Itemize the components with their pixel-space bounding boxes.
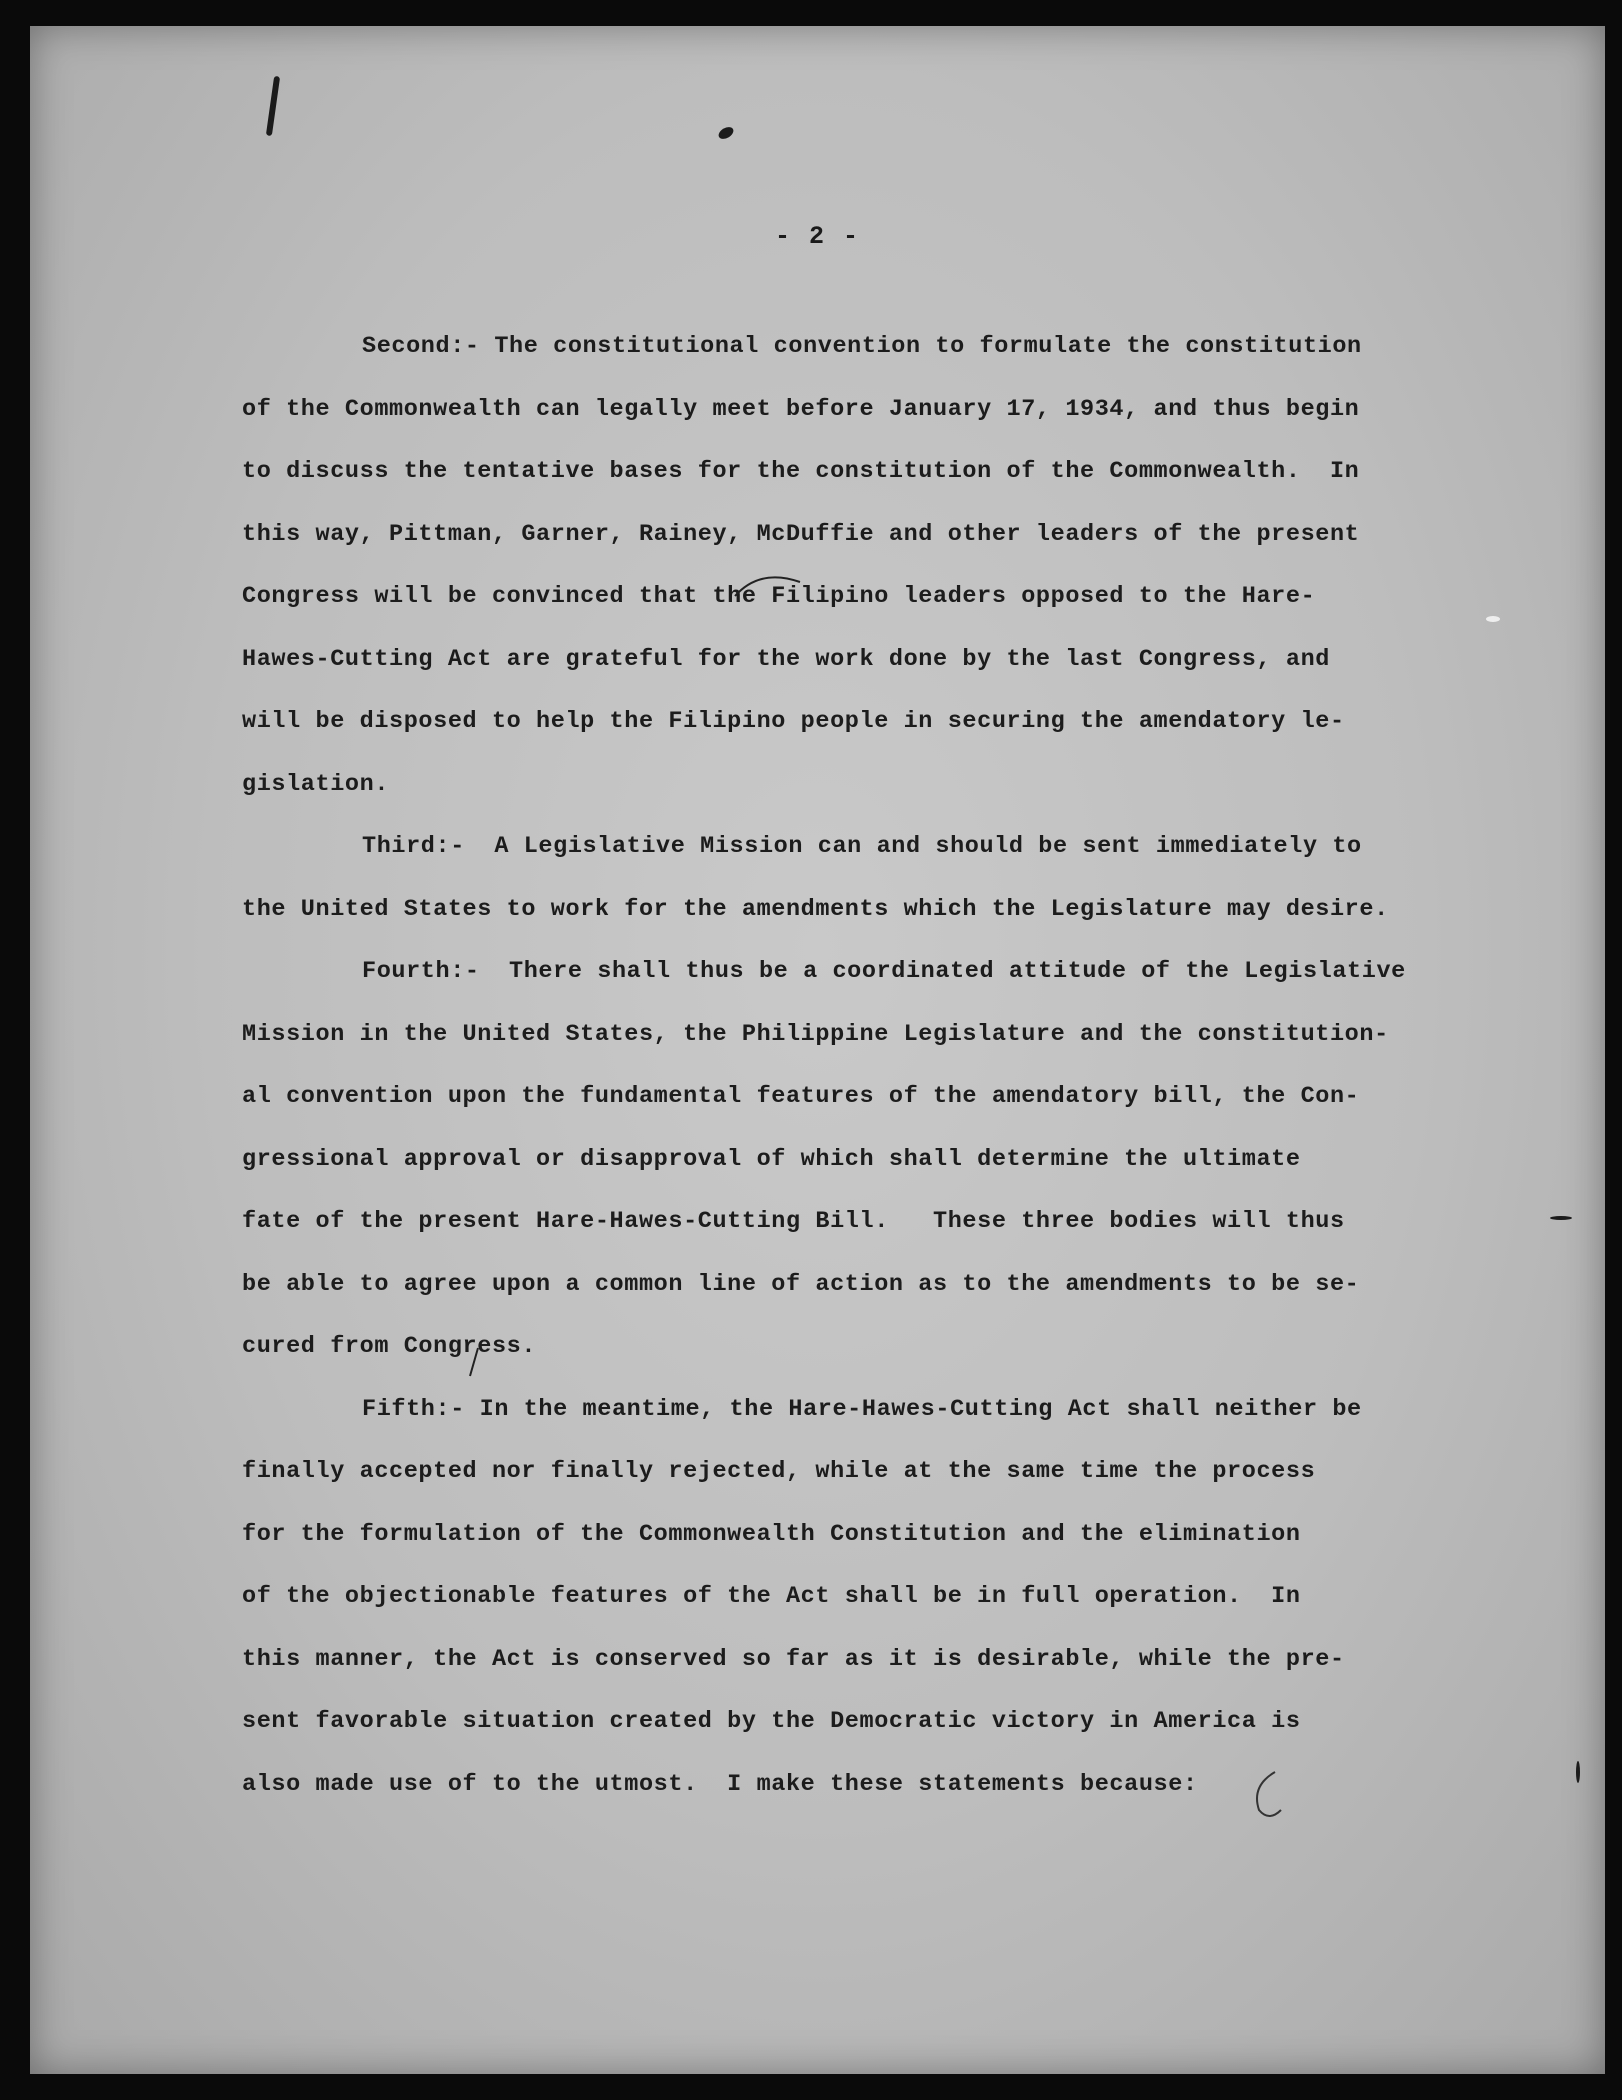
text-line: to discuss the tentative bases for the constitution of the Commonwealth. In: [242, 458, 1360, 485]
text-line: the United States to work for the amendments which the Legislature may desire.: [242, 895, 1389, 923]
text-line: this way, Pittman, Garner, Rainey, McDuffie and other leaders of the present: [242, 520, 1360, 548]
paragraph-third: [242, 816, 1482, 941]
text-line: cured from Congress.: [242, 1333, 537, 1360]
text-line: sent favorable situation created by the Democratic victory in America is: [242, 1708, 1301, 1735]
ink-smudge: [1550, 1216, 1572, 1220]
text-line: Congress will be convinced that the Filipino leaders opposed to the Hare-: [242, 583, 1316, 610]
page-number: - 2 -: [774, 222, 860, 251]
text-line: also made use of to the utmost. I make these statements because:: [242, 1770, 1198, 1798]
text-line: of the objectionable features of the Act shall be in full operation. In: [242, 1583, 1301, 1610]
text-line: finally accepted nor finally rejected, while at the same time the process: [242, 1458, 1316, 1485]
text-line: Third:- A Legislative Mission can and should be sent immediately to: [362, 833, 1362, 860]
pencil-scribble-mark: [1245, 1766, 1295, 1826]
text-line: al convention upon the fundamental features of the amendatory bill, the Con-: [242, 1083, 1360, 1110]
text-line: Hawes-Cutting Act are grateful for the work done by the last Congress, and: [242, 645, 1330, 673]
text-line: Fourth:- There shall thus be a coordinated attitude of the Legislative: [362, 958, 1406, 985]
text-line: fate of the present Hare-Hawes-Cutting Bill. These three bodies will thus: [242, 1208, 1345, 1235]
text-line: Mission in the United States, the Philippine Legislature and the constitution-: [242, 1020, 1389, 1048]
text-line: Second:- The constitutional convention to formulate the constitution: [362, 333, 1362, 360]
text-line: gressional approval or disapproval of which shall determine the ultimate: [242, 1145, 1301, 1173]
text-line: will be disposed to help the Filipino people in securing the amendatory le-: [242, 708, 1345, 735]
paragraph-fifth: [242, 1379, 1482, 1817]
letter-body: [242, 316, 1482, 1816]
text-line: gislation.: [242, 770, 390, 798]
text-line: of the Commonwealth can legally meet before January 17, 1934, and thus begin: [242, 395, 1360, 423]
typewritten-page: [30, 26, 1605, 2074]
text-line: for the formulation of the Commonwealth Constitution and the elimination: [242, 1520, 1301, 1548]
ink-smudge: [1486, 616, 1500, 622]
ink-smudge: [1576, 1761, 1580, 1783]
text-line: be able to agree upon a common line of action as to the amendments to be se-: [242, 1270, 1360, 1298]
text-line: this manner, the Act is conserved so far as it is desirable, while the pre-: [242, 1645, 1345, 1673]
text-line: Fifth:- In the meantime, the Hare-Hawes-Cutting Act shall neither be: [362, 1395, 1362, 1423]
ink-smudge: [717, 125, 736, 142]
pencil-tick-mark: [460, 1346, 490, 1382]
pencil-arc-mark: [730, 566, 820, 606]
paragraph-fourth: [242, 941, 1482, 1379]
paragraph-second: [242, 316, 1482, 816]
ink-smudge: [266, 76, 280, 136]
